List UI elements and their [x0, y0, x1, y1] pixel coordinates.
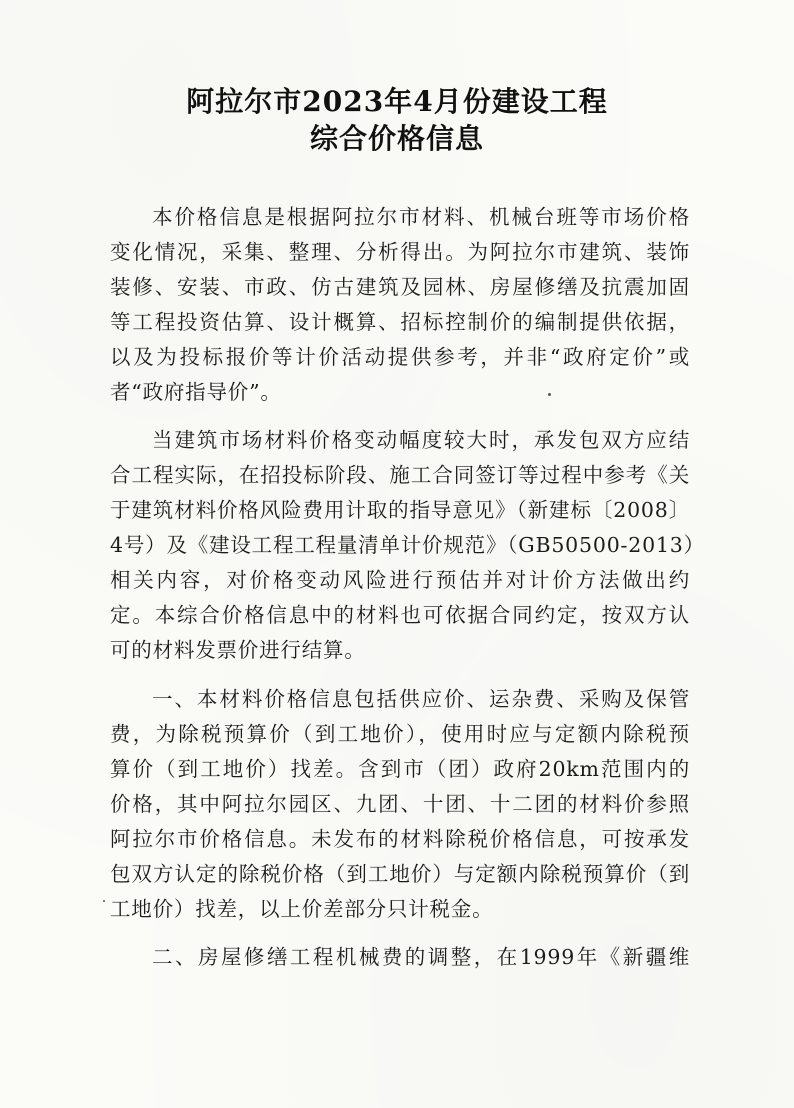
document-title-line-2: 综合价格信息	[309, 122, 484, 155]
paragraph-line: 可的材料发票价进行结算。	[110, 638, 366, 662]
paragraph-line: 于建筑材料价格风险费用计取的指导意见》（新建标〔2008〕	[110, 498, 690, 522]
paragraph-line: 定。本综合价格信息中的材料也可依据合同约定，按双方认	[110, 603, 690, 627]
paragraph-line: 者“政府指导价”。	[110, 380, 282, 404]
paragraph-line: 等工程投资估算、设计概算、招标控制价的编制提供依据，	[110, 310, 690, 334]
paragraph-line: 包双方认定的除税价格（到工地价）与定额内除税预算价（到	[110, 862, 690, 886]
paragraph-line: 二、房屋修缮工程机械费的调整，在1999年《新疆维	[152, 945, 690, 969]
paragraph-line: 本价格信息是根据阿拉尔市材料、机械台班等市场价格	[152, 205, 690, 229]
paragraph-line: 装修、安装、市政、仿古建筑及园林、房屋修缮及抗震加固	[110, 275, 690, 299]
paragraph-line: 相关内容，对价格变动风险进行预估并对计价方法做出约	[110, 568, 690, 592]
document-title-line-1: 阿拉尔市2023年4月份建设工程	[186, 85, 608, 118]
scan-speck	[103, 900, 105, 902]
paragraph-line: 合工程实际，在招投标阶段、施工合同签订等过程中参考《关	[110, 463, 690, 487]
paragraph-line: 以及为投标报价等计价活动提供参考，并非“政府定价”或	[110, 345, 690, 369]
paragraph-line: 一、本材料价格信息包括供应价、运杂费、采购及保管	[152, 687, 690, 711]
paragraph-line: 工地价）找差，以上价差部分只计税金。	[110, 897, 494, 921]
paragraph-line: 价格，其中阿拉尔园区、九团、十团、十二团的材料价参照	[110, 792, 690, 816]
paragraph-line: 阿拉尔市价格信息。未发布的材料除税价格信息，可按承发	[110, 827, 690, 851]
scan-speck	[548, 393, 551, 396]
paragraph-line: 费，为除税预算价（到工地价），使用时应与定额内除税预	[110, 722, 690, 746]
paragraph-line: 4号）及《建设工程工程量清单计价规范》（GB50500-2013）	[110, 533, 705, 557]
paragraph-line: 当建筑市场材料价格变动幅度较大时，承发包双方应结	[152, 428, 690, 452]
paragraph-line: 变化情况，采集、整理、分析得出。为阿拉尔市建筑、装饰	[110, 240, 690, 264]
paragraph-line: 算价（到工地价）找差。含到市（团）政府20km范围内的	[110, 757, 690, 781]
